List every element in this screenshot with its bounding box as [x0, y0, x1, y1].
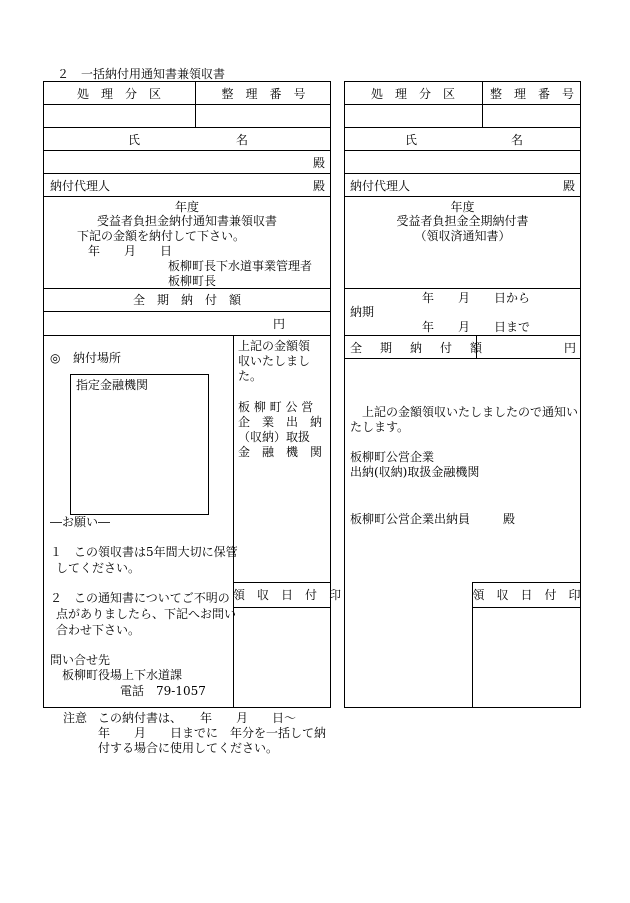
- left-agency-line: 企 業 出 納: [238, 415, 323, 429]
- left-date-line: 年 月 日: [88, 244, 173, 258]
- bank-box: [70, 374, 209, 515]
- left-total-label: 全 期 納 付 額: [132, 293, 241, 307]
- right-org-1: 板柳町公営企業: [350, 450, 435, 464]
- left-issuer-2: 板柳町長: [168, 274, 217, 288]
- request-1-line: してください。: [56, 561, 141, 575]
- right-cashier-dono: 殿: [503, 512, 516, 526]
- left-fiscal-year: 年度: [174, 200, 199, 214]
- left-place-mark: ◎: [50, 351, 61, 365]
- left-received-line: 収いたしまし: [238, 354, 311, 368]
- note-line-2: 年 月 日までに 年分を一括して納: [98, 726, 327, 740]
- note-line-3: 付する場合に使用してください。: [98, 741, 279, 755]
- right-doc-title: 受益者負担金全期納付書: [396, 214, 529, 228]
- right-notice-line: たします。: [350, 420, 410, 434]
- right-total-label: 全 期 納 付 額: [350, 341, 486, 355]
- left-received-line: た。: [238, 369, 263, 383]
- left-doc-title: 受益者負担金納付通知書兼領収書: [96, 214, 277, 228]
- right-name-mei: 名: [511, 133, 524, 147]
- left-col-category: 処 理 分 区: [76, 87, 161, 101]
- request-2-line: ２ この通知書についてご不明の: [50, 591, 230, 605]
- left-name-shi: 氏: [128, 133, 141, 147]
- right-col-number: 整 理 番 号: [489, 87, 574, 101]
- left-agent-dono: 殿: [313, 179, 326, 193]
- request-2-line: 点がありましたら、下記へお問い: [56, 607, 237, 621]
- request-2-line: 合わせ下さい。: [56, 623, 141, 637]
- right-name-shi: 氏: [405, 133, 418, 147]
- contact-title: 問い合せ先: [50, 653, 111, 667]
- contact-office: 板柳町役場上下水道課: [62, 668, 183, 682]
- right-agent-dono: 殿: [563, 179, 576, 193]
- left-name-mei: 名: [236, 133, 249, 147]
- right-stamp-label: 領 収 日 付 印: [472, 588, 581, 602]
- left-stamp-label: 領 収 日 付 印: [233, 588, 342, 602]
- form-heading: ２ 一括納付用通知書兼領収書: [57, 67, 226, 81]
- request-1-line: １ この領収書は5年間大切に保管: [50, 545, 238, 559]
- left-col-number: 整 理 番 号: [221, 87, 306, 101]
- left-agency-line: 板 柳 町 公 営: [238, 400, 314, 414]
- right-org-2: 出納(収納)取扱金融機関: [350, 465, 480, 479]
- left-dono: 殿: [313, 156, 326, 170]
- right-form-border: [344, 81, 581, 708]
- left-received-line: 上記の金額領: [238, 339, 311, 353]
- right-doc-subtitle: （領収済通知書）: [414, 229, 511, 243]
- left-agency-line: （収納）取扱: [238, 430, 311, 444]
- left-place-label: 納付場所: [73, 351, 122, 365]
- right-agent-label: 納付代理人: [350, 179, 411, 193]
- note-label: 注意: [63, 711, 88, 725]
- left-agency-line: 金 融 機 関: [238, 445, 323, 459]
- left-instruction: 下記の金額を納付して下さい。: [77, 229, 246, 243]
- left-bank-label: 指定金融機関: [76, 378, 149, 392]
- left-yen: 円: [273, 317, 286, 331]
- right-cashier: 板柳町公営企業出納員: [350, 512, 471, 526]
- right-period-to: 年 月 日まで: [422, 320, 531, 334]
- right-yen: 円: [564, 341, 577, 355]
- right-notice-line: 上記の金額領収いたしましたので通知い: [362, 405, 579, 419]
- right-col-category: 処 理 分 区: [370, 87, 455, 101]
- request-title: ―お願い―: [50, 515, 111, 529]
- left-issuer-1: 板柳町長下水道事業管理者: [168, 259, 313, 273]
- left-agent-label: 納付代理人: [50, 179, 111, 193]
- note-line-1: この納付書は、 年 月 日～: [98, 711, 297, 725]
- right-period-label: 納期: [350, 305, 375, 319]
- right-period-from: 年 月 日から: [422, 291, 531, 305]
- right-fiscal-year: 年度: [450, 200, 475, 214]
- contact-phone: 電話 79-1057: [120, 684, 206, 698]
